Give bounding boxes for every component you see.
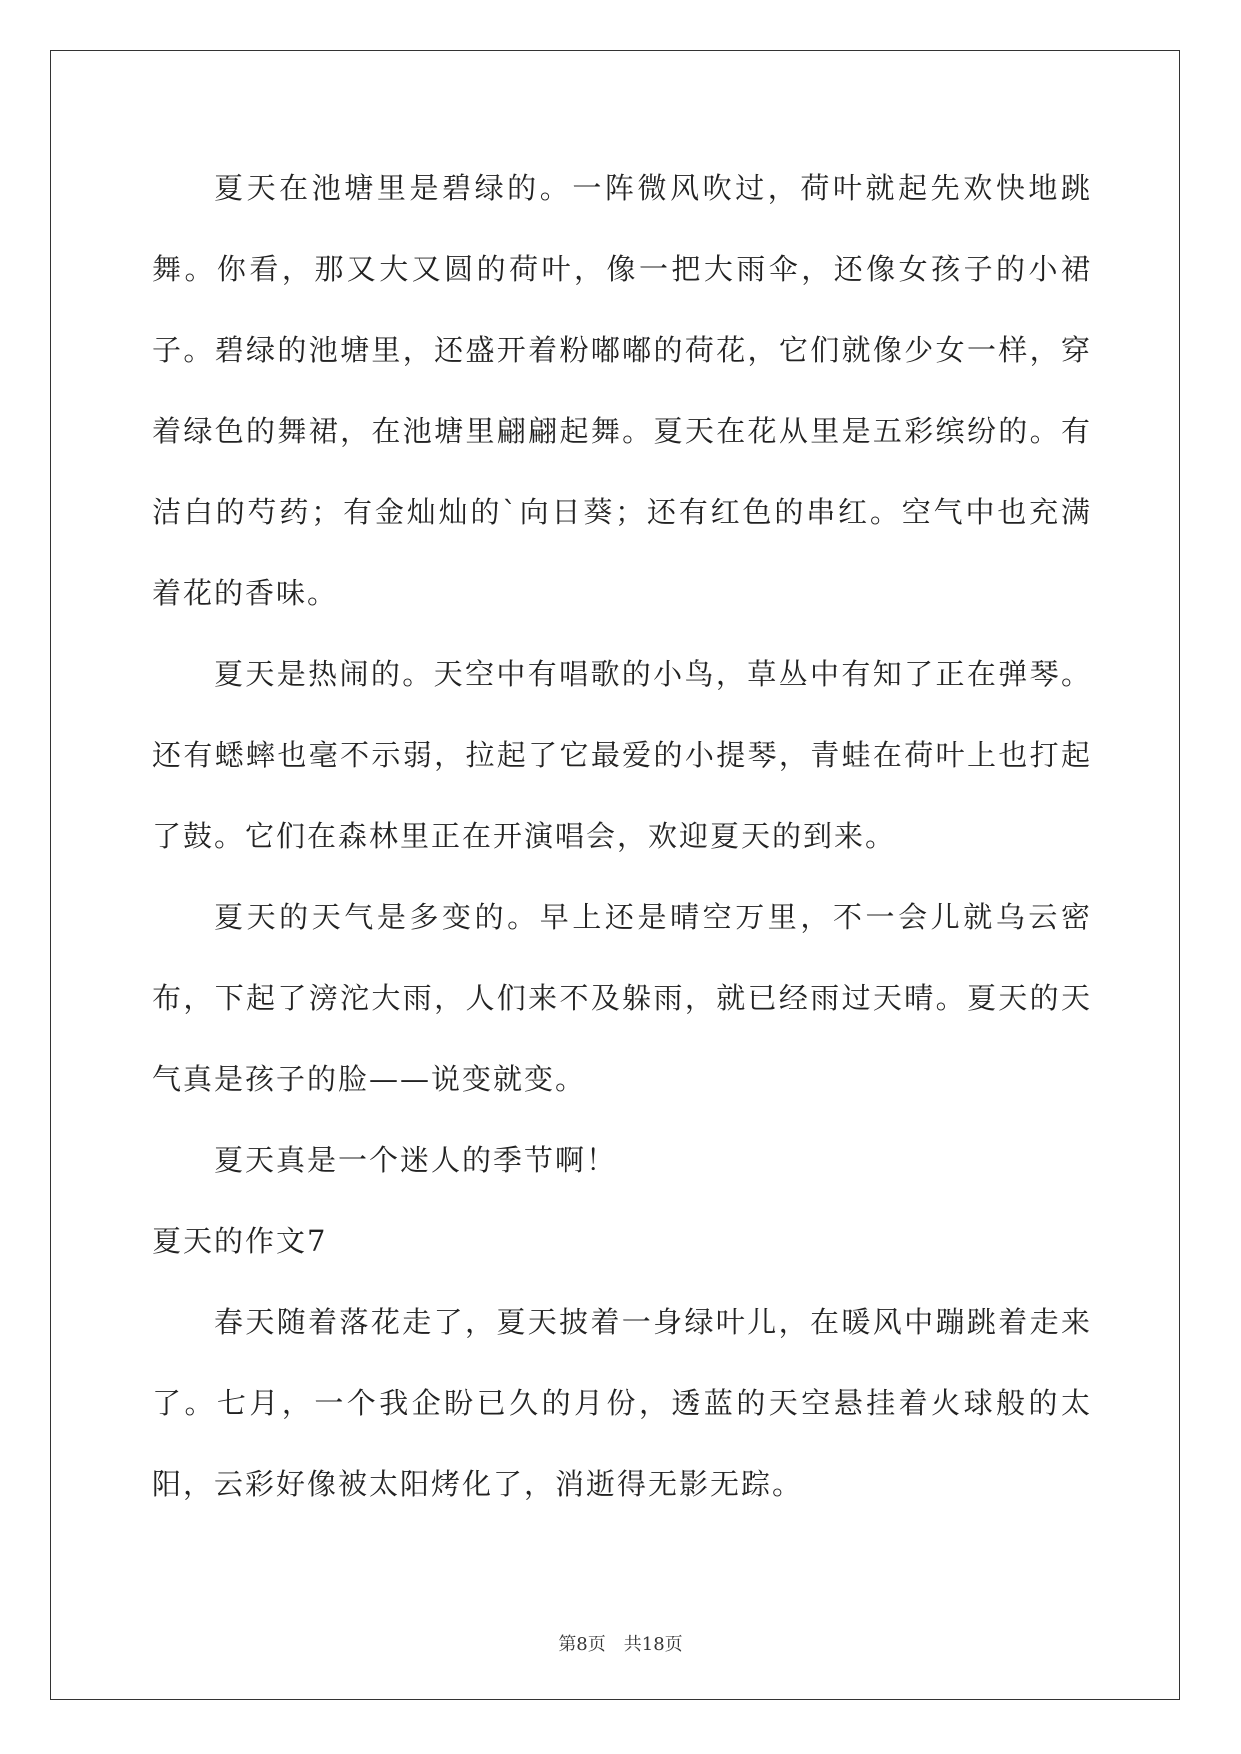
section-paragraph-1: 春天随着落花走了，夏天披着一身绿叶儿，在暖风中蹦跳着走来了。七月，一个我企盼已久的月份，透蓝的天空悬挂着火球般的太阳，云彩好像被太阳烤化了，消逝得无影无踪。 [152, 1305, 1092, 1501]
section-heading: 夏天的作文7 [152, 1224, 328, 1258]
paragraph-3: 夏天的天气是多变的。早上还是晴空万里，不一会儿就乌云密布，下起了滂沱大雨，人们来不及躲雨，就已经雨过天晴。夏天的天气真是孩子的脸——说变就变。 [152, 900, 1092, 1096]
paragraph-4: 夏天真是一个迷人的季节啊！ [214, 1143, 618, 1177]
paragraph-2: 夏天是热闹的。天空中有唱歌的小鸟，草丛中有知了正在弹琴。还有蟋蟀也毫不示弱，拉起了它最爱的小提琴，青蛙在荷叶上也打起了鼓。它们在森林里正在开演唱会，欢迎夏天的到来。 [152, 657, 1092, 853]
paragraph-1: 夏天在池塘里是碧绿的。一阵微风吹过，荷叶就起先欢快地跳舞。你看，那又大又圆的荷叶，像一把大雨伞，还像女孩子的小裙子。碧绿的池塘里，还盛开着粉嘟嘟的荷花，它们就像少女一样，穿着绿色的舞裙，在池塘里翩翩起舞。夏天在花从里是五彩缤纷的。有洁白的芍药；有金灿灿的`向日葵；还有红色的串红。空气中也充满着花的香味。 [152, 171, 1092, 610]
page-footer: 第8页 共18页 [558, 1634, 683, 1655]
document-body [152, 148, 1092, 1525]
